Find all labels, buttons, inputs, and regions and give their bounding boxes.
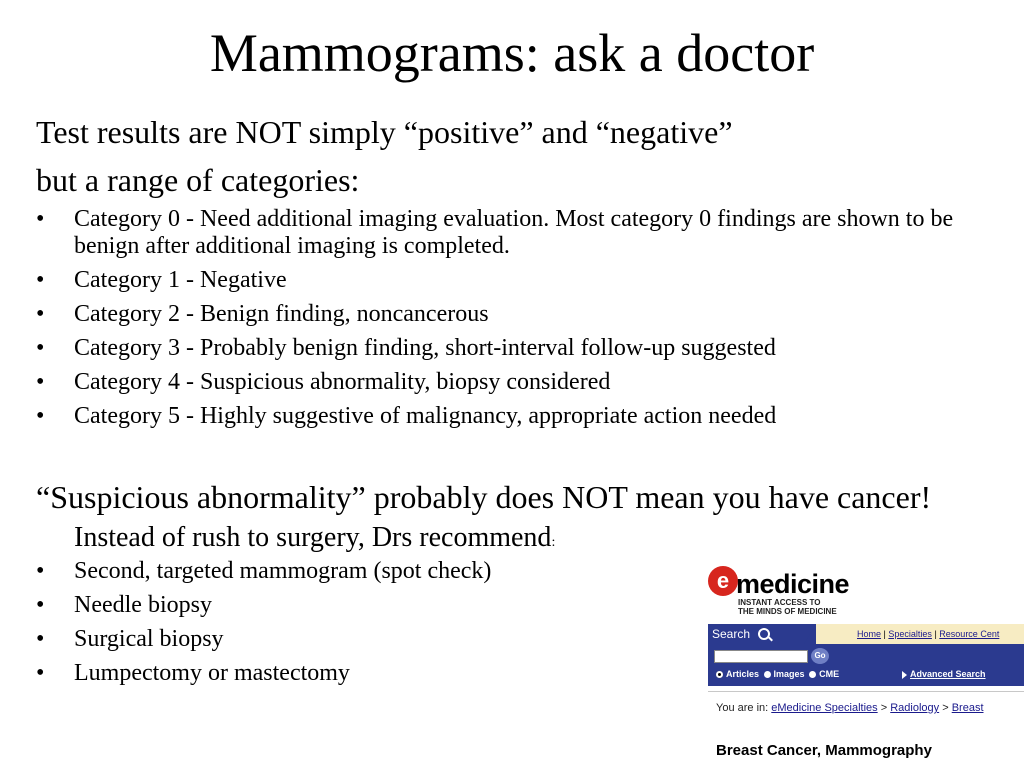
category-text: Category 2 - Benign finding, noncancerous (74, 301, 489, 327)
top-nav (857, 628, 999, 640)
recommendation-text: Second, targeted mammogram (spot check) (74, 558, 492, 584)
list-item (36, 660, 656, 687)
recommendation-list (36, 558, 656, 694)
breadcrumb-link-specialties[interactable]: eMedicine Specialties (771, 702, 878, 714)
recommendation-text: Needle biopsy (74, 592, 212, 618)
nav-separator: | (934, 629, 937, 639)
list-item (36, 558, 656, 585)
emedicine-screenshot (704, 556, 1024, 768)
list-item (36, 267, 996, 294)
logo-e-icon: e (708, 566, 738, 596)
list-item (36, 403, 996, 430)
list-item (36, 301, 996, 328)
divider (708, 691, 1024, 692)
list-item (36, 369, 996, 396)
category-text: Category 5 - Highly suggestive of malignancy, appropriate action needed (74, 403, 777, 429)
bullet-icon: • (36, 206, 45, 232)
category-text: Category 0 - Need additional imaging evaluation. Most category 0 findings are shown to be benign after additional imaging is completed. (74, 206, 954, 259)
logo-tagline (738, 598, 837, 616)
list-item (36, 592, 656, 619)
bullet-icon: • (36, 267, 45, 293)
nav-separator: | (883, 629, 886, 639)
list-item (36, 626, 656, 653)
search-label: Search (712, 627, 751, 641)
quote-colon: : (551, 535, 556, 550)
go-button[interactable]: Go (811, 648, 829, 664)
page-heading: Breast Cancer, Mammography (716, 742, 932, 759)
option-label-cme: CME (819, 669, 840, 679)
tagline-line-1: INSTANT ACCESS TO (738, 598, 821, 607)
recommendation-text: Lumpectomy or mastectomy (74, 660, 350, 686)
quote-small-text: Instead of rush to surgery, Drs recommend (74, 522, 552, 553)
magnifier-icon (758, 628, 770, 640)
triangle-right-icon (902, 671, 907, 679)
radio-cme[interactable] (809, 671, 816, 678)
intro-line-1: Test results are NOT simply “positive” and “negative” (36, 114, 733, 150)
suspicious-abnormality-note (36, 478, 1014, 562)
advanced-search-link[interactable] (902, 668, 986, 680)
list-item (36, 335, 996, 362)
bullet-icon: • (36, 660, 45, 686)
advanced-search-label: Advanced Search (910, 669, 986, 679)
breadcrumb (716, 701, 984, 715)
breadcrumb-link-radiology[interactable]: Radiology (890, 702, 940, 714)
category-text: Category 3 - Probably benign finding, short-interval follow-up suggested (74, 335, 776, 361)
search-input[interactable] (714, 650, 808, 663)
logo-name: medicine (736, 569, 850, 599)
bullet-icon: • (36, 592, 45, 618)
quote-large-text: “Suspicious abnormality” probably does NOT mean you have cancer! (36, 479, 932, 515)
recommendation-text: Surgical biopsy (74, 626, 224, 652)
slide-title: Mammograms: ask a doctor (209, 23, 815, 83)
breadcrumb-separator: > (880, 702, 888, 714)
bullet-icon: • (36, 301, 45, 327)
list-item (36, 206, 996, 260)
category-list (36, 206, 996, 437)
bullet-icon: • (36, 558, 45, 584)
nav-link-home[interactable]: Home (857, 629, 882, 639)
tagline-line-2: THE MINDS OF MEDICINE (738, 607, 837, 616)
emedicine-logo[interactable] (708, 564, 858, 618)
bullet-icon: • (36, 403, 45, 429)
nav-link-specialties[interactable]: Specialties (888, 629, 932, 639)
search-options (714, 668, 839, 680)
nav-link-resource-center[interactable]: Resource Cent (939, 629, 1000, 639)
radio-articles[interactable] (716, 671, 723, 678)
intro-line-2: but a range of categories: (36, 162, 360, 198)
option-label-articles: Articles (726, 669, 760, 679)
bar-notch (804, 624, 816, 644)
bullet-icon: • (36, 626, 45, 652)
category-text: Category 4 - Suspicious abnormality, biopsy considered (74, 369, 611, 395)
bullet-icon: • (36, 335, 45, 361)
breadcrumb-separator: > (942, 702, 949, 714)
category-text: Category 1 - Negative (74, 267, 287, 293)
option-label-images: Images (773, 669, 805, 679)
radio-images[interactable] (764, 671, 771, 678)
breadcrumb-prefix: You are in: (716, 702, 769, 714)
bullet-icon: • (36, 369, 45, 395)
breadcrumb-link-breast[interactable]: Breast (951, 702, 984, 714)
